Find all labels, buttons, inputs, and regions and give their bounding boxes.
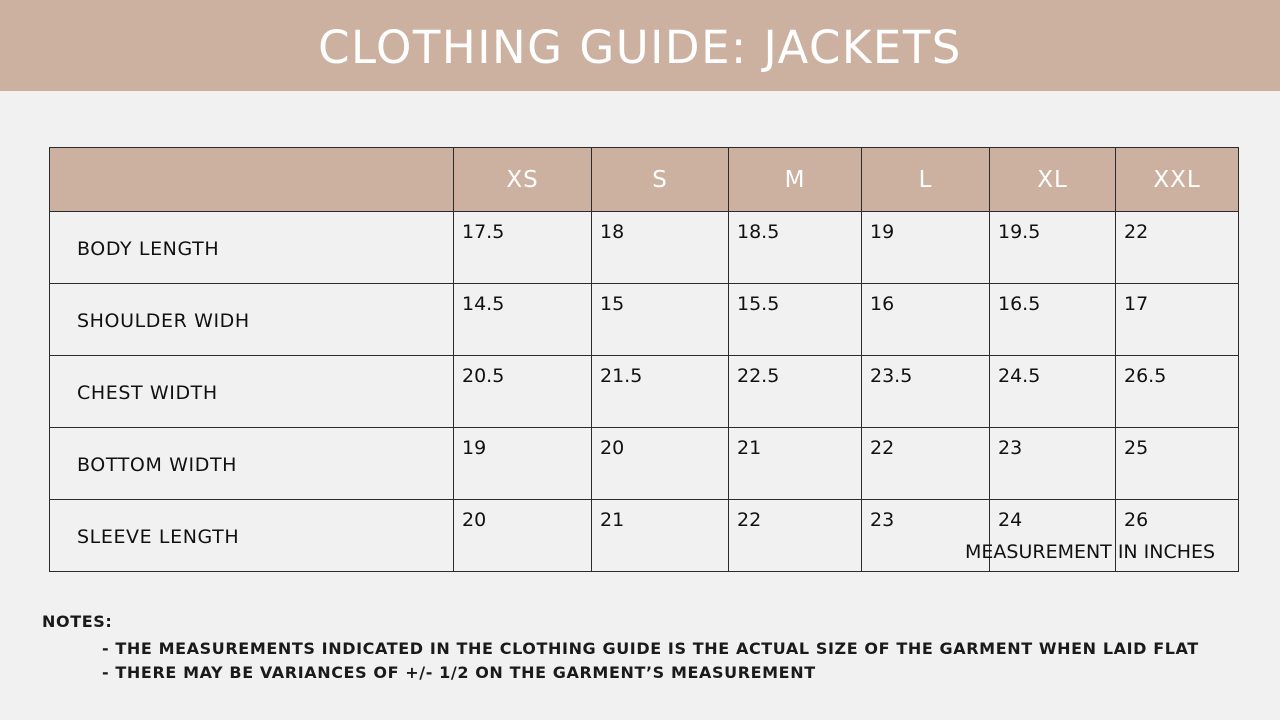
column-header-l: L [862, 148, 990, 212]
table-cell: 16.5 [990, 284, 1116, 356]
table-cell: 24 [990, 500, 1116, 572]
table-header [50, 148, 1239, 212]
table-cell: 19 [454, 428, 592, 500]
page-title: CLOTHING GUIDE: JACKETS [318, 21, 962, 74]
table-cell: 19.5 [990, 212, 1116, 284]
row-label-shoulder-width: SHOULDER WIDH [50, 284, 454, 356]
column-header-xxl: XXL [1116, 148, 1239, 212]
table-body [50, 212, 1239, 572]
column-header-s: S [592, 148, 729, 212]
table-row [50, 428, 1239, 500]
row-label-chest-width: CHEST WIDTH [50, 356, 454, 428]
table-cell: 20 [454, 500, 592, 572]
note-item: - THE MEASUREMENTS INDICATED IN THE CLOTHING GUIDE IS THE ACTUAL SIZE OF THE GARMENT WHEN LAID FLAT [102, 639, 1199, 658]
header-row [50, 148, 1239, 212]
notes-section [42, 612, 1199, 685]
column-header-empty [50, 148, 454, 212]
table-cell: 26 [1116, 500, 1239, 572]
table-cell: 20 [592, 428, 729, 500]
table-cell: 22 [1116, 212, 1239, 284]
table-cell: 18 [592, 212, 729, 284]
table-row [50, 212, 1239, 284]
table-cell: 15 [592, 284, 729, 356]
table-cell: 21 [592, 500, 729, 572]
table-cell: 20.5 [454, 356, 592, 428]
table-cell: 22.5 [729, 356, 862, 428]
table-row [50, 284, 1239, 356]
size-chart-table [49, 147, 1239, 572]
note-item: - THERE MAY BE VARIANCES OF +/- 1/2 ON THE GARMENT’S MEASUREMENT [102, 663, 816, 682]
table-cell: 21.5 [592, 356, 729, 428]
column-header-xs: XS [454, 148, 592, 212]
column-header-xl: XL [990, 148, 1116, 212]
table-cell: 18.5 [729, 212, 862, 284]
table-cell: 23.5 [862, 356, 990, 428]
table-row [50, 356, 1239, 428]
table-cell: 19 [862, 212, 990, 284]
row-label-sleeve-length: SLEEVE LENGTH [50, 500, 454, 572]
table-cell: 17.5 [454, 212, 592, 284]
title-banner [0, 0, 1280, 91]
table-cell: 17 [1116, 284, 1239, 356]
table-cell: 23 [990, 428, 1116, 500]
table-cell: 16 [862, 284, 990, 356]
table-cell: 24.5 [990, 356, 1116, 428]
table-cell: 25 [1116, 428, 1239, 500]
table-cell: 21 [729, 428, 862, 500]
table-cell: 22 [862, 428, 990, 500]
row-label-body-length: BODY LENGTH [50, 212, 454, 284]
table-cell: 15.5 [729, 284, 862, 356]
units-note: MEASUREMENT IN INCHES [965, 541, 1216, 563]
table-cell: 22 [729, 500, 862, 572]
row-label-bottom-width: BOTTOM WIDTH [50, 428, 454, 500]
table-cell: 14.5 [454, 284, 592, 356]
notes-title: NOTES: [42, 612, 113, 631]
column-header-m: M [729, 148, 862, 212]
table-cell: 26.5 [1116, 356, 1239, 428]
table-cell: 23 [862, 500, 990, 572]
